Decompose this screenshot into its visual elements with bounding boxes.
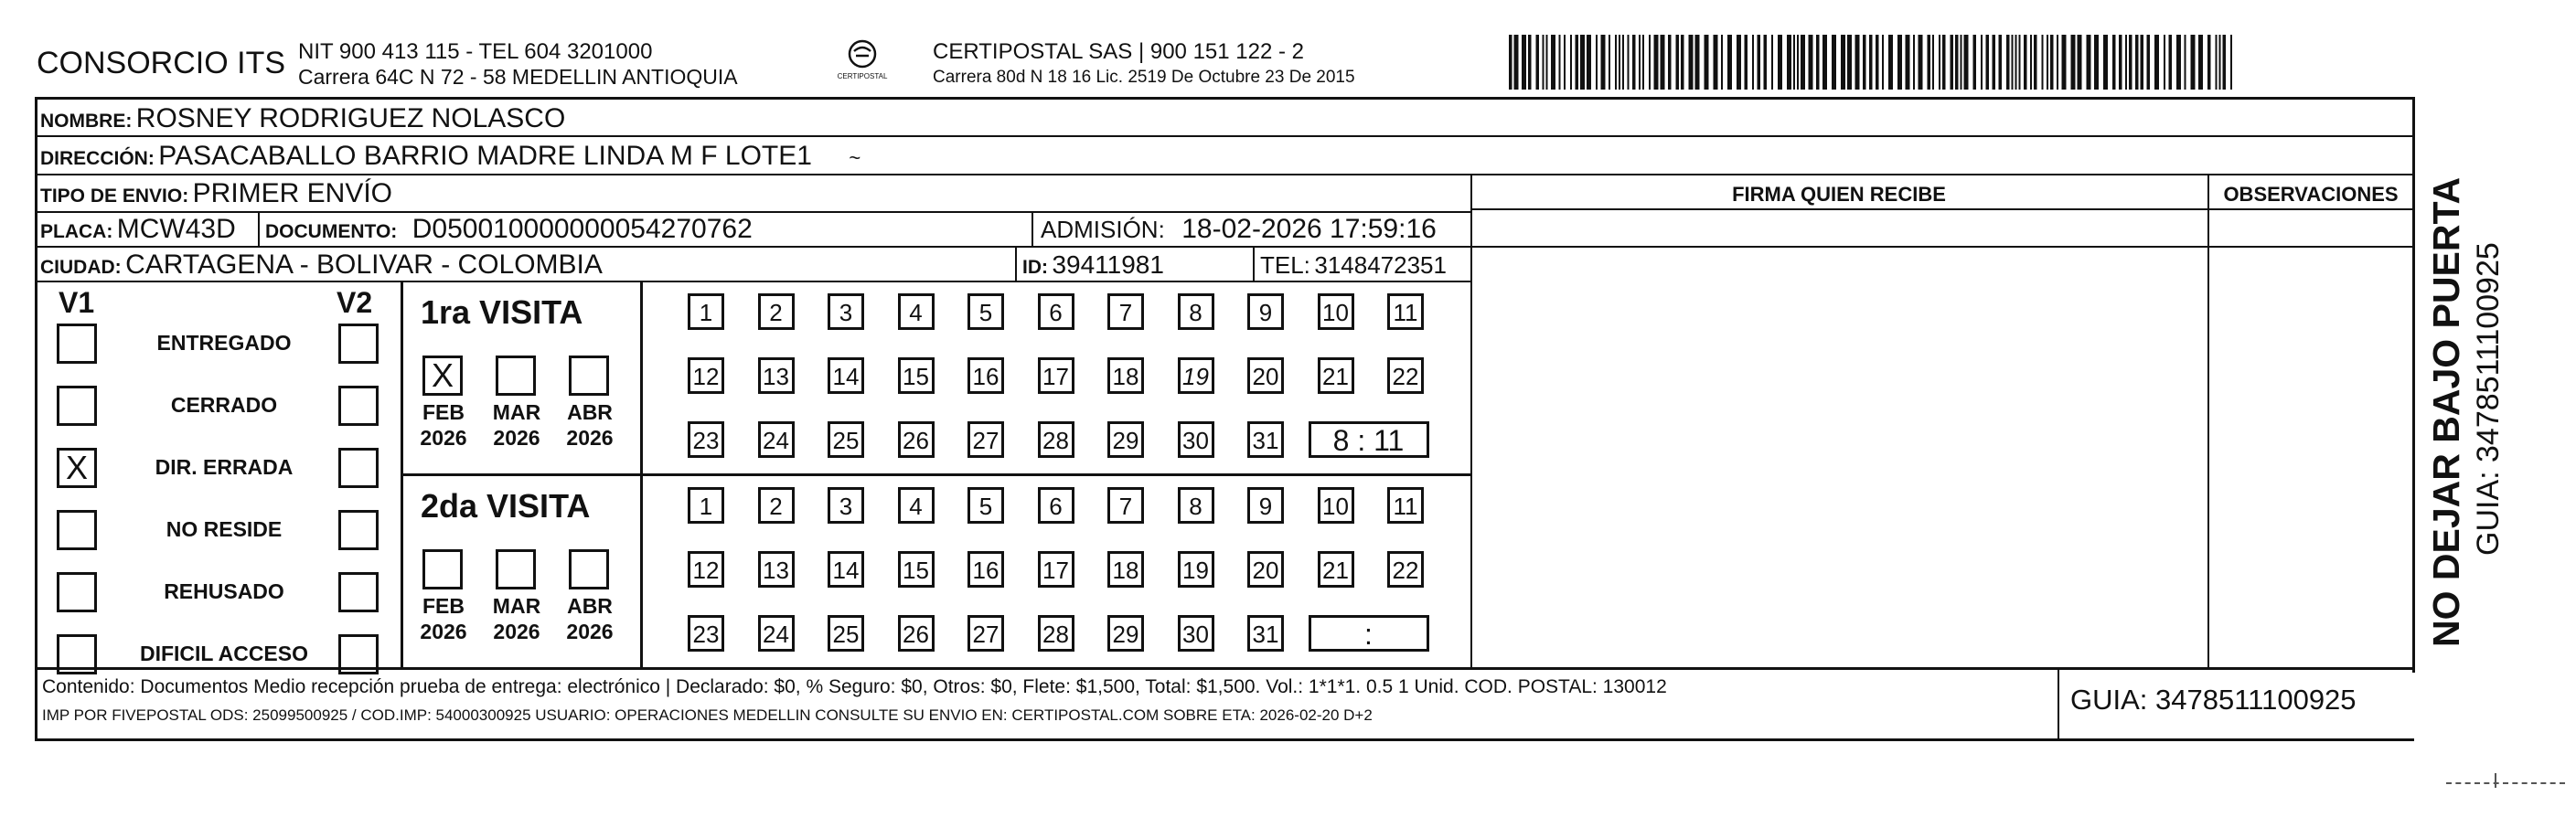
status-v1-checkbox[interactable] [57, 324, 97, 364]
status-v1-checkbox[interactable] [57, 510, 97, 550]
barcode-bar [1528, 35, 1532, 90]
day-box[interactable]: 5 [967, 487, 1004, 524]
day-box[interactable]: 2 [758, 293, 795, 330]
day-box[interactable]: 23 [688, 615, 724, 652]
barcode-bar [2147, 35, 2151, 90]
barcode-bar [1964, 35, 1969, 90]
day-box[interactable]: 19 [1178, 357, 1214, 394]
day-box[interactable]: 21 [1318, 357, 1354, 394]
barcode-bar [1855, 35, 1860, 90]
barcode-bar [1847, 35, 1852, 90]
month-checkbox[interactable] [569, 356, 609, 396]
status-label: DIR. ERRADA [155, 455, 294, 479]
day-box[interactable]: 24 [758, 615, 795, 652]
barcode [1509, 35, 2236, 90]
barcode-bar [1816, 35, 1820, 90]
status-v1-checkbox[interactable] [57, 634, 97, 674]
barcode-bar [1543, 35, 1545, 90]
barcode-bar [2164, 35, 2165, 90]
day-box[interactable]: 12 [688, 357, 724, 394]
barcode-bar [1721, 35, 1723, 90]
month-checkbox[interactable] [422, 549, 463, 589]
nombre-label: NOMBRE: [40, 111, 133, 132]
month-label: MAR [492, 594, 541, 618]
bottom-dash-line [2446, 782, 2565, 784]
day-box[interactable]: 14 [828, 551, 864, 588]
barcode-bar [1928, 35, 1931, 90]
barcode-bar [1888, 35, 1893, 90]
day-box[interactable]: 27 [967, 615, 1004, 652]
firma-label: FIRMA QUIEN RECIBE [1732, 183, 1946, 206]
certipostal-logo-icon [844, 38, 881, 69]
day-box[interactable]: 7 [1107, 293, 1144, 330]
barcode-bar [1745, 35, 1748, 90]
status-v2-checkbox[interactable] [338, 386, 379, 426]
barcode-bar [2062, 35, 2067, 90]
barcode-bar [2141, 35, 2144, 90]
year-label: 2026 [566, 620, 614, 643]
barcode-bar [1771, 35, 1773, 90]
day-box[interactable]: 12 [688, 551, 724, 588]
barcode-bar [1580, 35, 1585, 90]
day-box[interactable]: 22 [1387, 357, 1424, 394]
direccion-handwritten-mark: ~ [849, 146, 861, 169]
barcode-bar [1570, 35, 1572, 90]
barcode-bar [1628, 35, 1630, 90]
day-box[interactable]: 6 [1038, 487, 1074, 524]
month-label: FEB [422, 400, 465, 424]
barcode-bar [1649, 35, 1651, 90]
day-box[interactable]: 26 [898, 615, 935, 652]
status-v2-checkbox[interactable] [338, 448, 379, 488]
barcode-bar [1913, 35, 1915, 90]
barcode-bar [2185, 35, 2186, 90]
barcode-bar [1961, 35, 1962, 90]
check-mark: X [65, 449, 88, 486]
barcode-bar [1632, 35, 1636, 90]
month-label: ABR [567, 594, 613, 618]
barcode-bar [2135, 35, 2139, 90]
barcode-bar [1522, 35, 1526, 90]
barcode-bar [1809, 35, 1813, 90]
barcode-bar [1906, 35, 1910, 90]
month-checkbox[interactable] [569, 549, 609, 589]
day-box[interactable]: 28 [1038, 421, 1074, 458]
barcode-bar [1727, 35, 1732, 90]
barcode-bar [2015, 35, 2017, 90]
barcode-bar [1793, 35, 1795, 90]
barcode-bar [1832, 35, 1836, 90]
day-box[interactable]: 18 [1107, 551, 1144, 588]
barcode-bar [2129, 35, 2132, 90]
barcode-bar [2198, 35, 2203, 90]
barcode-bar [2125, 35, 2127, 90]
day-box[interactable]: 3 [828, 293, 864, 330]
barcode-bar [2019, 35, 2021, 90]
footer-guia: GUIA: 3478511100925 [2070, 684, 2357, 716]
day-box[interactable]: 29 [1107, 421, 1144, 458]
barcode-bar [1601, 35, 1606, 90]
day-box[interactable]: 13 [758, 551, 795, 588]
check-mark: X [431, 356, 454, 394]
side-guia: GUIA: 3478511100925 [2471, 242, 2506, 556]
admision-value: 18-02-2026 17:59:16 [1181, 214, 1437, 244]
day-box[interactable]: 1 [688, 293, 724, 330]
certipostal-line2: Carrera 80d N 18 16 Lic. 2519 De Octubre 23 De 2015 [933, 68, 1355, 87]
status-v1-checkbox[interactable] [57, 386, 97, 426]
admision-label: ADMISIÓN: [1041, 216, 1165, 243]
status-label: CERRADO [170, 393, 278, 417]
certipostal-line1: CERTIPOSTAL SAS | 900 151 122 - 2 [933, 39, 1304, 64]
barcode-bar [1622, 35, 1624, 90]
status-label: NO RESIDE [166, 517, 283, 541]
day-box[interactable]: 11 [1387, 487, 1424, 524]
visit-title: 1ra VISITA [421, 293, 583, 331]
barcode-bar [1559, 35, 1561, 90]
day-box[interactable]: 30 [1178, 615, 1214, 652]
day-box[interactable]: 14 [828, 357, 864, 394]
day-box[interactable]: 3 [828, 487, 864, 524]
barcode-bar [1668, 35, 1672, 90]
year-label: 2026 [420, 620, 467, 643]
day-box[interactable]: 30 [1178, 421, 1214, 458]
barcode-bar [1897, 35, 1902, 90]
barcode-bar [1981, 35, 1983, 90]
day-box[interactable]: 15 [898, 551, 935, 588]
day-box[interactable]: 7 [1107, 487, 1144, 524]
tel-row [1260, 251, 1447, 280]
barcode-bar [1973, 35, 1977, 90]
day-box[interactable]: 16 [967, 551, 1004, 588]
day-box[interactable]: 19 [1178, 551, 1214, 588]
barcode-bar [2087, 35, 2091, 90]
barcode-bar [1993, 35, 1996, 90]
v2-label: V2 [337, 286, 373, 319]
id-value: 39411981 [1052, 250, 1164, 279]
year-label: 2026 [566, 426, 614, 450]
day-box[interactable]: 26 [898, 421, 935, 458]
barcode-bar [1986, 35, 1990, 90]
day-box[interactable]: 11 [1387, 293, 1424, 330]
day-box[interactable]: 20 [1247, 551, 1284, 588]
company-nit-tel: NIT 900 413 115 - TEL 604 3201000 [298, 39, 653, 64]
barcode-bar [1942, 35, 1946, 90]
ciudad-row [40, 249, 603, 281]
barcode-bar [1951, 35, 1954, 90]
day-box[interactable]: 24 [758, 421, 795, 458]
barcode-bar [2071, 35, 2076, 90]
tel-value: 3148472351 [1314, 251, 1447, 279]
barcode-bar [1546, 35, 1548, 90]
placa-row [40, 214, 236, 245]
day-box[interactable]: 25 [828, 615, 864, 652]
barcode-bar [2112, 35, 2116, 90]
visit-time-box[interactable]: 8 : 11 [1309, 421, 1429, 458]
footer-contenido: Contenido: Documentos Medio recepción prueba de entrega: electrónico | Declarado: $0, % Seguro: $0, Otros: $0, Flete: $1,500, Total: $1,500. Vol.: 1*1*1. 0.5 1 Unid. COD. POSTAL: 130012 [42, 676, 1667, 697]
barcode-bar [2176, 35, 2181, 90]
month-checkbox[interactable] [496, 549, 536, 589]
barcode-bar [1932, 35, 1934, 90]
barcode-bar [2094, 35, 2099, 90]
barcode-bar [1615, 35, 1617, 90]
tel-label: TEL: [1260, 251, 1310, 279]
day-box[interactable]: 15 [898, 357, 935, 394]
barcode-bar [2050, 35, 2054, 90]
barcode-bar [1576, 35, 1579, 90]
month-checkbox[interactable] [496, 356, 536, 396]
status-v2-checkbox[interactable] [338, 510, 379, 550]
day-box[interactable]: 4 [898, 487, 935, 524]
direccion-label: DIRECCIÓN: [40, 148, 155, 169]
barcode-bar [1619, 35, 1620, 90]
documento-row [265, 214, 753, 245]
barcode-bar [1797, 35, 1799, 90]
day-box[interactable]: 28 [1038, 615, 1074, 652]
status-label: ENTREGADO [156, 331, 292, 355]
status-label: REHUSADO [164, 579, 284, 603]
barcode-bar [1737, 35, 1741, 90]
company-address: Carrera 64C N 72 - 58 MEDELLIN ANTIOQUIA [298, 65, 738, 89]
bottom-tick-mark [2495, 773, 2496, 788]
ciudad-value: CARTAGENA - BOLIVAR - COLOMBIA [125, 249, 603, 280]
documento-value: D050010000000054270762 [412, 214, 753, 244]
direccion-row [40, 141, 860, 172]
admision-row [1041, 214, 1437, 245]
day-box[interactable]: 21 [1318, 551, 1354, 588]
day-box[interactable]: 22 [1387, 551, 1424, 588]
placa-value: MCW43D [116, 214, 236, 244]
barcode-bar [1689, 35, 1694, 90]
barcode-bar [1939, 35, 1940, 90]
day-box[interactable]: 16 [967, 357, 1004, 394]
barcode-bar [1841, 35, 1845, 90]
day-box[interactable]: 5 [967, 293, 1004, 330]
footer-imp: IMP POR FIVEPOSTAL ODS: 25099500925 / COD.IMP: 54000300925 USUARIO: OPERACIONES MEDELLIN CONSULTE SU ENVIO EN: CERTIPOSTAL.COM SOBRE ETA: 2026-02-20 D+2 [42, 706, 1373, 724]
day-box[interactable]: 8 [1178, 293, 1214, 330]
status-v1-checkbox[interactable] [57, 572, 97, 612]
barcode-bar [2119, 35, 2122, 90]
barcode-bar [1882, 35, 1884, 90]
barcode-bar [2034, 35, 2037, 90]
barcode-bar [2006, 35, 2010, 90]
visit-title: 2da VISITA [421, 487, 591, 525]
barcode-bar [2154, 35, 2159, 90]
barcode-bar [1695, 35, 1700, 90]
barcode-bar [2191, 35, 2196, 90]
day-box[interactable]: 13 [758, 357, 795, 394]
barcode-bar [2169, 35, 2173, 90]
signature-area[interactable] [1474, 212, 2206, 665]
company-name: CONSORCIO ITS [37, 46, 286, 80]
barcode-bar [1564, 35, 1566, 90]
day-box[interactable]: 6 [1038, 293, 1074, 330]
month-label: MAR [492, 400, 541, 424]
day-box[interactable]: 18 [1107, 357, 1144, 394]
barcode-bar [1551, 35, 1555, 90]
barcode-bar [1869, 35, 1873, 90]
barcode-bar [1876, 35, 1879, 90]
v1-label: V1 [59, 286, 95, 319]
ciudad-label: CIUDAD: [40, 257, 122, 278]
barcode-bar [1609, 35, 1610, 90]
barcode-bar [1955, 35, 1959, 90]
barcode-bar [1752, 35, 1754, 90]
day-box[interactable]: 9 [1247, 487, 1284, 524]
barcode-bar [1705, 35, 1709, 90]
barcode-bar [1642, 35, 1644, 90]
barcode-bar [1639, 35, 1641, 90]
month-label: FEB [422, 594, 465, 618]
tipo-envio-row [40, 178, 392, 209]
observaciones-area[interactable] [2211, 212, 2410, 665]
day-box[interactable]: 31 [1247, 421, 1284, 458]
barcode-bar [1801, 35, 1805, 90]
month-label: ABR [567, 400, 613, 424]
certipostal-logo-text: CERTIPOSTAL [837, 72, 888, 80]
day-box[interactable]: 25 [828, 421, 864, 458]
day-box[interactable]: 10 [1318, 487, 1354, 524]
status-label: DIFICIL ACCESO [139, 642, 308, 665]
barcode-bar [1596, 35, 1598, 90]
barcode-bar [1863, 35, 1866, 90]
tipo-envio-value: PRIMER ENVÍO [192, 178, 393, 208]
side-warning: NO DEJAR BAJO PUERTA [2425, 176, 2467, 647]
barcode-bar [1509, 35, 1512, 90]
day-box[interactable]: 17 [1038, 357, 1074, 394]
placa-label: PLACA: [40, 221, 113, 242]
documento-label: DOCUMENTO: [265, 221, 398, 242]
barcode-bar [2042, 35, 2044, 90]
barcode-bar [2207, 35, 2211, 90]
day-box[interactable]: 2 [758, 487, 795, 524]
barcode-bar [1787, 35, 1791, 90]
barcode-bar [2024, 35, 2027, 90]
barcode-bar [1714, 35, 1718, 90]
barcode-bar [1514, 35, 1519, 90]
visit-time-box[interactable]: : [1309, 615, 1429, 652]
day-box[interactable]: 17 [1038, 551, 1074, 588]
barcode-bar [2216, 35, 2218, 90]
day-box[interactable]: 9 [1247, 293, 1284, 330]
certipostal-logo [837, 38, 888, 80]
barcode-bar [2047, 35, 2048, 90]
day-box[interactable]: 10 [1318, 293, 1354, 330]
barcode-bar [2057, 35, 2058, 90]
day-box[interactable]: 8 [1178, 487, 1214, 524]
day-box[interactable]: 29 [1107, 615, 1144, 652]
barcode-bar [2012, 35, 2014, 90]
barcode-bar [1654, 35, 1659, 90]
barcode-bar [2223, 35, 2227, 90]
barcode-bar [1681, 35, 1684, 90]
barcode-bar [2078, 35, 2082, 90]
barcode-bar [1536, 35, 1540, 90]
barcode-bar [1999, 35, 2003, 90]
year-label: 2026 [420, 426, 467, 450]
tipo-envio-label: TIPO DE ENVIO: [40, 186, 189, 207]
barcode-bar [1676, 35, 1680, 90]
barcode-bar [1764, 35, 1768, 90]
year-label: 2026 [493, 426, 540, 450]
barcode-bar [2219, 35, 2221, 90]
barcode-bar [1822, 35, 1827, 90]
nombre-row [40, 103, 565, 134]
month-checkbox[interactable] [422, 356, 463, 396]
status-v1-checkbox[interactable] [57, 448, 97, 488]
day-box[interactable]: 31 [1247, 615, 1284, 652]
barcode-bar [1758, 35, 1761, 90]
observaciones-label: OBSERVACIONES [2223, 183, 2399, 206]
status-v2-checkbox[interactable] [338, 572, 379, 612]
barcode-bar [1919, 35, 1923, 90]
barcode-bar [1587, 35, 1591, 90]
id-row [1022, 250, 1164, 280]
day-box[interactable]: 4 [898, 293, 935, 330]
status-v2-checkbox[interactable] [338, 634, 379, 674]
barcode-bar [1661, 35, 1665, 90]
day-box[interactable]: 23 [688, 421, 724, 458]
day-box[interactable]: 1 [688, 487, 724, 524]
barcode-bar [2230, 35, 2232, 90]
nombre-value: ROSNEY RODRIGUEZ NOLASCO [135, 103, 566, 133]
day-box[interactable]: 27 [967, 421, 1004, 458]
year-label: 2026 [493, 620, 540, 643]
barcode-bar [2030, 35, 2032, 90]
barcode-bar [2103, 35, 2108, 90]
status-v2-checkbox[interactable] [338, 324, 379, 364]
barcode-bar [1778, 35, 1782, 90]
day-box[interactable]: 20 [1247, 357, 1284, 394]
id-label: ID: [1022, 257, 1048, 278]
direccion-value: PASACABALLO BARRIO MADRE LINDA M F LOTE1 [158, 141, 812, 171]
